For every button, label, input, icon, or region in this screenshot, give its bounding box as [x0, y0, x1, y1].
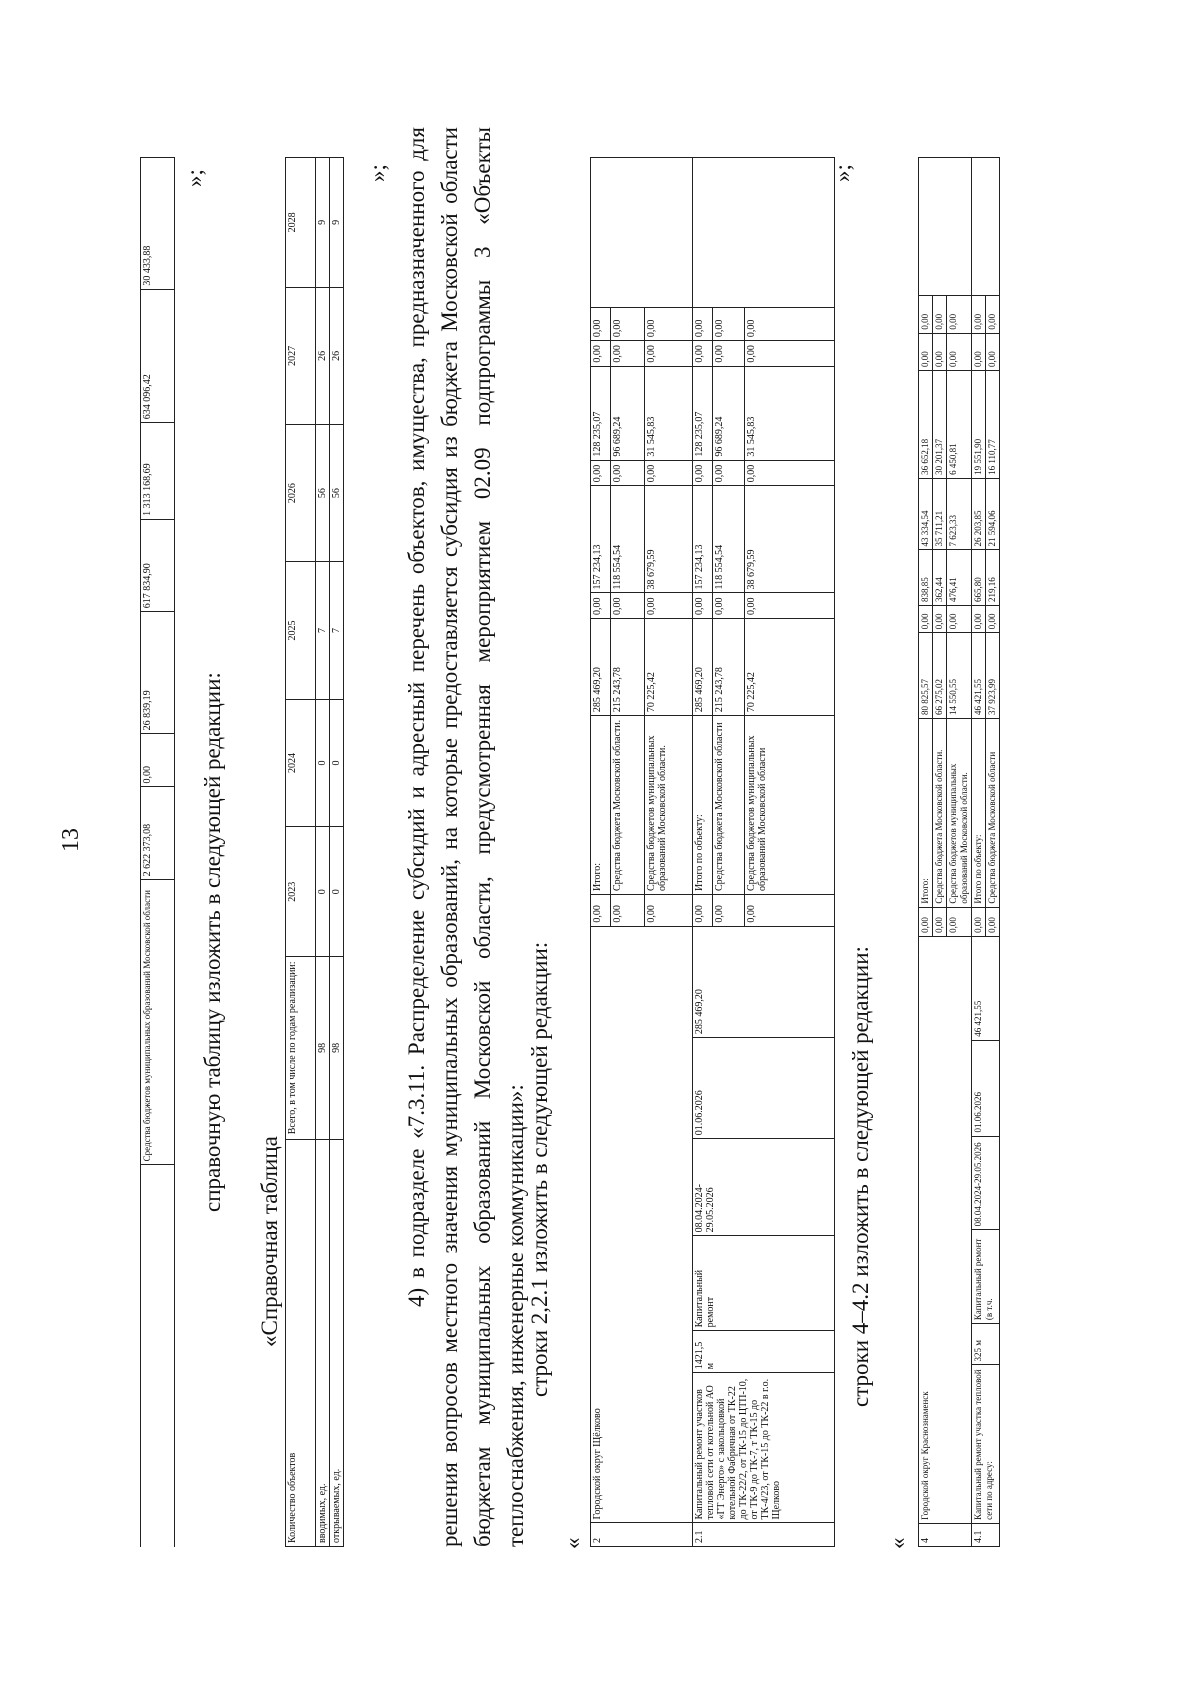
- funding-label: Средства бюджетов муниципальных образований Московской области: [745, 716, 835, 895]
- cell: 31 545,83: [745, 366, 835, 460]
- cell: 70 225,42: [745, 619, 835, 716]
- funding-label: Средства бюджетов муниципальных образований Московской области.: [645, 716, 693, 895]
- cell: 838,85: [919, 550, 933, 605]
- cell: 0,00: [919, 605, 933, 632]
- top-value: 26 839,19: [141, 612, 175, 734]
- row-number: 2: [591, 1523, 693, 1547]
- cell: 0,00: [745, 895, 835, 927]
- ref-year: 2025: [286, 562, 316, 699]
- cell: 0,00: [713, 460, 745, 486]
- cell: 96 689,24: [611, 366, 645, 460]
- cell: 157 234,13: [693, 486, 713, 593]
- cell: 0,00: [986, 333, 1000, 370]
- work-type: Капитальный ремонт: [693, 1236, 835, 1331]
- ref-row: [330, 158, 344, 1547]
- ref-row-label: вводимых, ед.: [316, 1139, 330, 1546]
- cell: 0,00: [611, 593, 645, 619]
- ref-cell: 56: [316, 425, 330, 562]
- top-value: 1 313 168,69: [141, 423, 175, 520]
- cell: 37 923,99: [986, 633, 1000, 719]
- object-name: Капитальный ремонт участка тепловой сети по адресу:: [972, 1365, 1000, 1523]
- cell: 0,00: [645, 341, 693, 367]
- ref-header-total: Всего, в том числе по годам реализации:: [286, 957, 316, 1140]
- cell: 0,00: [745, 593, 835, 619]
- top-fragment-table: [140, 157, 175, 1547]
- end-date: 01.06.2026: [972, 1040, 1000, 1136]
- ref-cell: 7: [316, 562, 330, 699]
- closing-mark: »;: [365, 164, 390, 182]
- ref-row: [316, 158, 330, 1547]
- cell: 0,00: [645, 593, 693, 619]
- cell: 0,00: [713, 308, 745, 341]
- cell: 0,00: [591, 341, 611, 367]
- opening-mark: «: [885, 1537, 910, 1549]
- cell: 665,80: [972, 550, 986, 605]
- cell: 0,00: [947, 296, 972, 333]
- object-name: Капитальный ремонт участков тепловой сети от котельной АО «ГТ Энерго» с закольцовкой котельной Фабричная от ТК-22 до ТК-22/2, от ТК-15 до ЦТП-10, от ТК-9 до ТК-7, т ТК-15 до ТК-4/23, от ТК-15 до ТК-22 в г.о. Щелково: [693, 1373, 835, 1523]
- cell: 0,00: [713, 341, 745, 367]
- funding-label: Средства бюджета Московской области: [986, 718, 1000, 907]
- cell: 16 110,77: [986, 370, 1000, 478]
- cell: 0,00: [919, 907, 933, 936]
- opening-mark: «: [560, 1537, 585, 1549]
- cell: 0,00: [645, 308, 693, 341]
- ref-year: 2023: [286, 827, 316, 957]
- instruction-rows-2: строки 2,2.1 изложить в следующей редакции:: [527, 941, 552, 1397]
- cell: 0,00: [947, 605, 972, 632]
- ref-cell: 9: [330, 158, 344, 288]
- cell: 0,00: [611, 895, 645, 927]
- ref-row-total: 98: [316, 957, 330, 1140]
- top-value: 617 834,90: [141, 519, 175, 611]
- object-size: 325 м: [972, 1324, 1000, 1365]
- object-size: 1421,5 м: [693, 1331, 835, 1373]
- subsidy-table-shchelkovo: [590, 157, 835, 1547]
- cell: 38 679,59: [645, 486, 693, 593]
- cell: 0,00: [933, 605, 947, 632]
- cell: 0,00: [591, 593, 611, 619]
- funding-label: Средства бюджета Московской области: [713, 716, 745, 895]
- instruction-reference-table: справочную таблицу изложить в следующей редакции:: [200, 672, 225, 1212]
- funding-label: Средства бюджета Московской области.: [933, 718, 947, 907]
- cell: 6 450,81: [947, 370, 972, 478]
- ref-row-total: 98: [330, 957, 344, 1140]
- cell: 19 551,90: [972, 370, 986, 478]
- work-dates: 08.04.2024-29.05.2026: [693, 1139, 835, 1236]
- cell: 26 203,85: [972, 478, 986, 550]
- cell: 215 243,78: [713, 619, 745, 716]
- funding-label: Итого:: [919, 718, 933, 907]
- cell: 0,00: [745, 341, 835, 367]
- instruction-rows-4: строки 4–4.2 изложить в следующей редакции:: [848, 946, 873, 1407]
- cell: 118 554,54: [713, 486, 745, 593]
- ref-cell: 0: [316, 699, 330, 827]
- object-cost: 46 421,55: [972, 936, 1000, 1040]
- cell: 0,00: [947, 907, 972, 936]
- work-type: Капитальный ремонт (в т.ч.: [972, 1230, 1000, 1324]
- row-number: 4.1: [972, 1523, 1000, 1546]
- end-date: 01.06.2026: [693, 1038, 835, 1139]
- cell: 0,00: [919, 333, 933, 370]
- cell: 14 550,55: [947, 633, 972, 719]
- cell: 0,00: [591, 308, 611, 341]
- ref-year: 2027: [286, 287, 316, 424]
- row-number: 2.1: [693, 1523, 835, 1547]
- municipality-name: Городской округ Щёлково: [591, 926, 693, 1523]
- cell: 38 679,59: [745, 486, 835, 593]
- cell: 96 689,24: [713, 366, 745, 460]
- ref-year: 2026: [286, 425, 316, 562]
- cell: 80 825,57: [919, 633, 933, 719]
- object-cost: 285 469,20: [693, 926, 835, 1037]
- funding-label: Средства бюджетов муниципальных образований Московской области.: [947, 718, 972, 907]
- ref-cell: 7: [330, 562, 344, 699]
- cell: 362,44: [933, 550, 947, 605]
- cell: 0,00: [986, 605, 1000, 632]
- cell: 0,00: [972, 296, 986, 333]
- cell: 46 421,55: [972, 633, 986, 719]
- ref-cell: 0: [330, 827, 344, 957]
- funding-label: Итого по объекту:: [972, 718, 986, 907]
- cell: 0,00: [713, 895, 745, 927]
- cell: 285 469,20: [693, 619, 713, 716]
- ref-year: 2028: [286, 158, 316, 288]
- cell: 0,00: [693, 460, 713, 486]
- cell: 43 334,54: [919, 478, 933, 550]
- closing-mark: »;: [830, 164, 855, 182]
- closing-mark: »;: [182, 169, 207, 187]
- cell: 36 652,18: [919, 370, 933, 478]
- reference-table: [285, 157, 344, 1547]
- cell: 0,00: [972, 907, 986, 936]
- cell: 0,00: [933, 907, 947, 936]
- top-value: 634 096,42: [141, 289, 175, 423]
- cell: 35 711,21: [933, 478, 947, 550]
- page-number: 13: [58, 828, 84, 852]
- cell: 0,00: [972, 605, 986, 632]
- cell: 0,00: [745, 308, 835, 341]
- top-value: 0,00: [141, 734, 175, 787]
- cell: 0,00: [745, 460, 835, 486]
- subsidy-table-krasnoznamensk: [918, 157, 1000, 1547]
- ref-cell: 56: [330, 425, 344, 562]
- cell: 7 623,33: [947, 478, 972, 550]
- cell: 0,00: [591, 895, 611, 927]
- top-table-label: Средства бюджетов муниципальных образований Московской области: [141, 880, 175, 1165]
- cell: 0,00: [611, 341, 645, 367]
- cell: 0,00: [933, 296, 947, 333]
- cell: 0,00: [972, 333, 986, 370]
- row-number: 4: [919, 1523, 972, 1546]
- cell: 0,00: [591, 460, 611, 486]
- cell: 0,00: [919, 296, 933, 333]
- ref-cell: 26: [316, 287, 330, 424]
- cell: 0,00: [611, 308, 645, 341]
- cell: 0,00: [986, 296, 1000, 333]
- ref-cell: 26: [330, 287, 344, 424]
- cell: 70 225,42: [645, 619, 693, 716]
- top-value: 2 622 373,08: [141, 787, 175, 880]
- cell: 0,00: [645, 895, 693, 927]
- cell: 0,00: [693, 341, 713, 367]
- funding-label: Итого:: [591, 716, 611, 895]
- cell: 118 554,54: [611, 486, 645, 593]
- cell: 0,00: [693, 895, 713, 927]
- cell: 285 469,20: [591, 619, 611, 716]
- ref-cell: 0: [330, 699, 344, 827]
- cell: 30 201,37: [933, 370, 947, 478]
- cell: 0,00: [933, 333, 947, 370]
- cell: 157 234,13: [591, 486, 611, 593]
- cell: 0,00: [713, 593, 745, 619]
- ref-row-label: открываемых, ед.: [330, 1139, 344, 1546]
- cell: 128 235,07: [591, 366, 611, 460]
- cell: 219,16: [986, 550, 1000, 605]
- ref-header-objects: Количество объектов: [286, 1139, 316, 1546]
- cell: 0,00: [611, 460, 645, 486]
- cell: 0,00: [693, 593, 713, 619]
- ref-year: 2024: [286, 699, 316, 827]
- cell: 66 275,02: [933, 633, 947, 719]
- cell: 215 243,78: [611, 619, 645, 716]
- cell: 31 545,83: [645, 366, 693, 460]
- cell: 21 594,06: [986, 478, 1000, 550]
- reference-table-title: «Справочная таблица: [257, 1136, 282, 1347]
- cell: 0,00: [645, 460, 693, 486]
- municipality-name: Городской округ Краснознаменск: [919, 936, 972, 1523]
- funding-label: Средства бюджета Московской области.: [611, 716, 645, 895]
- ref-cell: 0: [316, 827, 330, 957]
- work-dates: 08.04.2024-29.05.2026: [972, 1136, 1000, 1230]
- cell: 128 235,07: [693, 366, 713, 460]
- cell: 476,41: [947, 550, 972, 605]
- ref-cell: 9: [316, 158, 330, 288]
- cell: 0,00: [986, 907, 1000, 936]
- paragraph-4: 4) в подразделе «7.3.11. Распределение субсидий и адресный перечень объектов, имущества, предназначенного для решения вопросов местного значения муниципальных образований, на которые предоставляется субсидия из бюджета Московской области бюджетам муниципальных образований Московской области, предусмотренная мероприятием 02.09 подпрограммы 3 «Объекты теплоснабжения, инженерные коммуникации»:: [404, 127, 528, 1547]
- top-value: 30 433,88: [141, 158, 175, 290]
- cell: 0,00: [947, 333, 972, 370]
- cell: 0,00: [693, 308, 713, 341]
- funding-label: Итого по объекту:: [693, 716, 713, 895]
